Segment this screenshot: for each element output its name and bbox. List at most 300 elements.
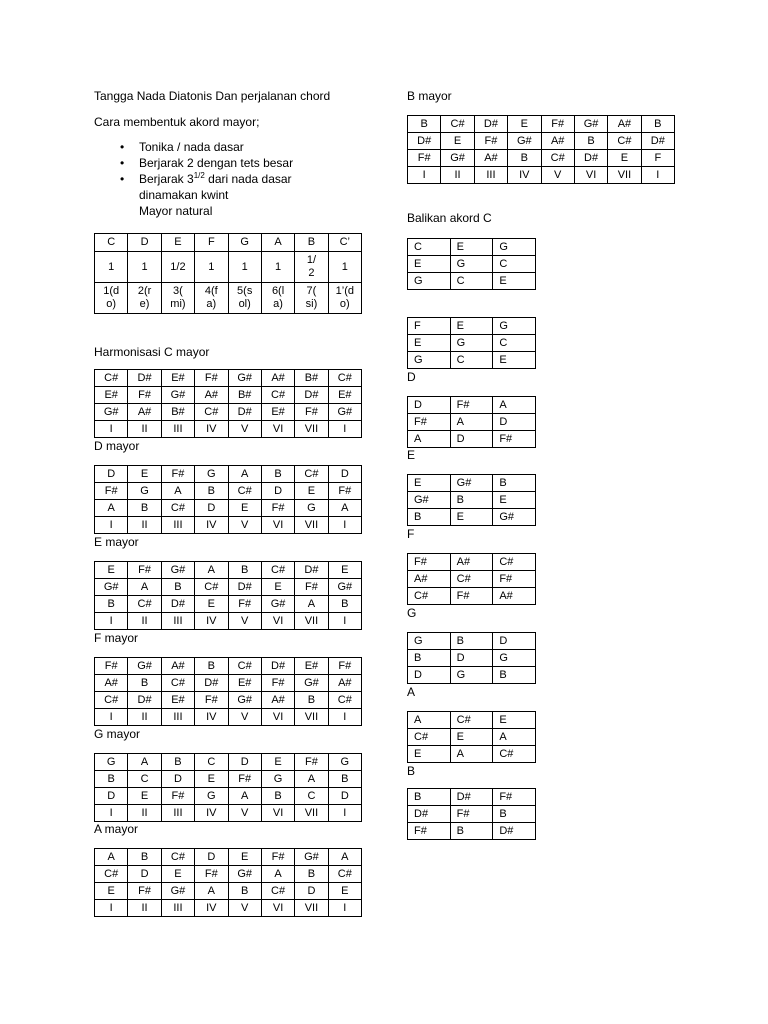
table-cell: D# [295,387,328,404]
table-cell: E# [95,387,128,404]
table-cell: D# [128,692,161,709]
inversion-table [407,396,536,448]
table-cell: III [161,900,194,917]
table-cell: D# [261,658,294,675]
table-cell: D [328,788,361,805]
superscript: 1/2 [193,171,205,180]
table-cell: 5(s ol) [228,283,261,314]
table-cell: VII [608,167,641,184]
table-cell: A# [450,554,493,571]
table-cell: A [493,729,536,746]
inversion-table [407,788,536,840]
table-cell: I [328,613,361,630]
table-cell: B [95,771,128,788]
table-cell: E [328,562,361,579]
table-cell: B [408,650,451,667]
table-cell: C# [450,712,493,729]
table-row [408,823,536,840]
table-cell: C [95,234,128,252]
table-cell: I [328,709,361,726]
table-row [408,318,536,335]
c-sharp-mayor-table [94,369,362,438]
table-cell: G# [508,133,541,150]
inversion-label: F [407,527,415,541]
table-row [408,789,536,806]
table-cell: F# [228,596,261,613]
table-cell: B [128,500,161,517]
table-row [408,667,536,684]
table-cell: D# [450,789,493,806]
table-cell: A# [261,692,294,709]
table-cell: E [441,133,474,150]
table-cell: C [493,256,536,273]
table-cell: D# [641,133,674,150]
table-cell: F# [161,788,194,805]
table-cell: F# [474,133,507,150]
table-cell: I [95,900,128,917]
table-cell: C# [328,866,361,883]
table-cell: C# [408,588,451,605]
table-cell: C# [450,571,493,588]
table-cell: A# [328,675,361,692]
table-cell: B [261,466,294,483]
bullet-item-berjarak-3 [115,171,293,219]
table-cell: A [408,712,451,729]
table-cell: F# [161,466,194,483]
table-cell: B [161,579,194,596]
table-row [408,431,536,448]
table-cell: F# [295,754,328,771]
table-cell: IV [195,421,228,438]
table-cell: G# [161,562,194,579]
table-cell: I [328,900,361,917]
table-cell: F# [295,404,328,421]
table-cell: B [228,883,261,900]
table-cell: II [128,613,161,630]
table-cell: I [328,805,361,822]
table-cell: B [195,483,228,500]
table-row [408,588,536,605]
table-cell: D [195,849,228,866]
table-row [95,562,362,579]
g-mayor-table [94,753,362,822]
table-cell: C [128,771,161,788]
table-cell: F# [228,771,261,788]
table-cell: B [228,562,261,579]
table-cell: 4(f a) [195,283,228,314]
table-cell: A [128,754,161,771]
table-cell: E [450,239,493,256]
table-cell: C’ [328,234,361,252]
inversion-table [407,474,536,526]
table-cell: G# [408,492,451,509]
table-cell: VI [261,709,294,726]
table-cell: F# [450,806,493,823]
table-cell: E [95,562,128,579]
table-cell: E [295,483,328,500]
table-cell: A [408,431,451,448]
inversion-table [407,632,536,684]
table-cell: C# [493,554,536,571]
table-cell: E [450,318,493,335]
table-cell: C [408,239,451,256]
inversion-table [407,553,536,605]
table-row [408,509,536,526]
table-cell: B [408,509,451,526]
table-cell: A [328,849,361,866]
table-cell: C# [261,387,294,404]
table-cell: F# [408,554,451,571]
table-cell: E [161,234,194,252]
table-cell: F# [408,823,451,840]
table-cell: V [228,709,261,726]
b-mayor-table [407,115,675,184]
table-cell: C# [261,562,294,579]
table-cell: D# [474,116,507,133]
bullet-text: dinamakan kwint [139,188,229,202]
table-cell: D [328,466,361,483]
table-cell: G [228,234,261,252]
table-cell: I [95,421,128,438]
table-cell: V [541,167,574,184]
bullet-item-tonika [115,139,293,155]
bullet-item-berjarak-2 [115,155,293,171]
e-mayor-label: E mayor [94,535,139,549]
table-cell: C [450,352,493,369]
table-cell: E [328,883,361,900]
table-cell: A [450,414,493,431]
table-cell: VI [261,421,294,438]
table-row [408,397,536,414]
bullet-text: Berjarak 2 dengan tets besar [139,156,294,170]
table-cell: A [95,849,128,866]
table-cell: F [408,318,451,335]
table-cell: G# [295,849,328,866]
table-cell: D [195,500,228,517]
table-cell: G# [261,596,294,613]
table-cell: F# [261,675,294,692]
table-row [95,421,362,438]
table-cell: I [95,613,128,630]
table-cell: V [228,517,261,534]
table-cell: E# [328,387,361,404]
table-cell: A# [161,658,194,675]
table-cell: F# [95,658,128,675]
table-cell: C# [128,596,161,613]
table-cell: E [195,771,228,788]
table-row [95,709,362,726]
table-row [95,788,362,805]
table-cell: G# [328,579,361,596]
table-row [408,806,536,823]
table-row [408,167,675,184]
table-cell: G# [128,658,161,675]
table-cell: B [195,658,228,675]
table-row [408,571,536,588]
table-cell: D [228,754,261,771]
table-cell: C# [493,746,536,763]
table-cell: F# [493,431,536,448]
d-mayor-table [94,465,362,534]
e-mayor-table [94,561,362,630]
table-row [95,692,362,709]
table-cell: 3( mi) [161,283,194,314]
table-cell: D# [408,133,441,150]
table-cell: E [408,335,451,352]
table-cell: D [128,234,161,252]
table-cell: D# [161,596,194,613]
table-cell: F# [493,789,536,806]
table-cell: IV [195,900,228,917]
table-cell: III [161,421,194,438]
table-cell: VI [261,805,294,822]
table-cell: A# [474,150,507,167]
table-cell: D [408,667,451,684]
table-row [95,283,362,314]
table-cell: E [408,746,451,763]
table-cell: F# [128,562,161,579]
table-cell: E [228,500,261,517]
table-cell: D# [408,806,451,823]
table-cell: B [508,150,541,167]
table-cell: E# [161,370,194,387]
table-cell: C [450,273,493,290]
a-mayor-table [94,848,362,917]
table-cell: V [228,421,261,438]
table-row [408,492,536,509]
table-cell: E [493,492,536,509]
table-row [95,466,362,483]
table-cell: G [295,500,328,517]
g-mayor-label: G mayor [94,727,141,741]
intro-text: Cara membentuk akord mayor; [94,115,260,129]
table-cell: G [261,771,294,788]
table-cell: D# [295,562,328,579]
table-cell: C# [195,579,228,596]
table-cell: VII [295,900,328,917]
table-cell: G# [228,370,261,387]
table-cell: IV [508,167,541,184]
table-row [95,883,362,900]
table-cell: A [95,500,128,517]
table-cell: E# [161,692,194,709]
table-cell: G# [228,692,261,709]
bullet-text: Mayor natural [139,204,213,218]
table-cell: IV [195,709,228,726]
table-cell: C# [95,866,128,883]
table-cell: VI [574,167,607,184]
table-cell: I [328,517,361,534]
table-cell: F# [493,571,536,588]
table-cell: III [474,167,507,184]
table-row [95,613,362,630]
table-cell: I [95,709,128,726]
table-cell: G# [574,116,607,133]
table-cell: 1/2 [161,252,194,283]
table-cell: B# [161,404,194,421]
table-cell: A [228,466,261,483]
table-cell: C [295,788,328,805]
table-cell: 1/ 2 [295,252,328,283]
table-cell: A [161,483,194,500]
table-cell: C [493,335,536,352]
table-cell: A [261,234,294,252]
table-cell: IV [195,805,228,822]
table-cell: A [450,746,493,763]
table-cell: VII [295,517,328,534]
natural-scale-table [94,233,362,314]
table-cell: B# [295,370,328,387]
table-cell: C# [328,692,361,709]
table-cell: D [493,633,536,650]
table-cell: G# [161,883,194,900]
table-cell: G [195,788,228,805]
table-row [408,729,536,746]
table-cell: G# [228,866,261,883]
table-cell: F# [328,658,361,675]
table-cell: D# [228,404,261,421]
table-cell: E [608,150,641,167]
table-cell: A# [493,588,536,605]
table-cell: C# [328,370,361,387]
table-cell: B [128,675,161,692]
table-cell: G [450,256,493,273]
table-row [408,256,536,273]
table-cell: D [450,650,493,667]
table-cell: G [493,650,536,667]
table-cell: G# [441,150,474,167]
inversion-label: E [407,448,416,462]
table-row [95,234,362,252]
table-cell: G [408,352,451,369]
table-cell: IV [195,613,228,630]
table-cell: 1 [228,252,261,283]
bullet-text: Tonika / nada dasar [139,140,244,154]
table-cell: VII [295,805,328,822]
table-cell: E# [295,658,328,675]
table-cell: E# [261,404,294,421]
table-cell: VI [261,517,294,534]
table-row [95,866,362,883]
table-row [408,273,536,290]
table-row [95,849,362,866]
table-cell: B [641,116,674,133]
table-cell: 1’(d o) [328,283,361,314]
bullet-text: dari nada dasar [204,172,292,186]
table-cell: F# [408,414,451,431]
table-row [408,335,536,352]
table-cell: F# [328,483,361,500]
table-cell: E [128,466,161,483]
table-cell: B [328,771,361,788]
inversion-label: B [407,764,416,778]
table-cell: D [128,866,161,883]
table-cell: B [450,492,493,509]
table-cell: G# [450,475,493,492]
table-cell: F# [450,588,493,605]
table-cell: C# [161,849,194,866]
table-cell: E [508,116,541,133]
table-row [408,650,536,667]
table-row [95,483,362,500]
table-cell: C# [295,466,328,483]
table-cell: B [95,596,128,613]
table-row [408,352,536,369]
table-cell: C# [95,692,128,709]
table-cell: G [450,667,493,684]
inversion-label: A [407,685,416,699]
table-cell: I [328,421,361,438]
table-cell: E [161,866,194,883]
table-cell: II [128,900,161,917]
table-cell: C# [195,404,228,421]
table-cell: 1 [128,252,161,283]
table-cell: F [195,234,228,252]
table-cell: B [493,806,536,823]
table-cell: A [295,771,328,788]
table-cell: D# [228,579,261,596]
table-cell: B [493,667,536,684]
table-cell: D# [128,370,161,387]
table-cell: D# [574,150,607,167]
table-cell: B [295,234,328,252]
table-cell: E# [228,675,261,692]
table-cell: VII [295,421,328,438]
table-cell: A# [608,116,641,133]
table-cell: II [128,805,161,822]
table-cell: A [228,788,261,805]
table-cell: G# [493,509,536,526]
table-cell: F# [295,579,328,596]
table-cell: D [161,771,194,788]
table-row [408,133,675,150]
table-cell: E [261,754,294,771]
table-cell: 1 [195,252,228,283]
table-cell: A# [408,571,451,588]
table-cell: A# [95,675,128,692]
table-cell: A [328,500,361,517]
table-cell: 2(r e) [128,283,161,314]
table-cell: I [641,167,674,184]
table-cell: B [408,789,451,806]
table-cell: G# [295,675,328,692]
table-cell: C# [161,675,194,692]
table-cell: F# [450,397,493,414]
table-cell: G# [328,404,361,421]
table-cell: D [95,788,128,805]
table-cell: A [261,866,294,883]
table-cell: III [161,805,194,822]
table-cell: F# [128,387,161,404]
table-cell: B [574,133,607,150]
table-row [95,900,362,917]
table-row [95,805,362,822]
table-cell: F [641,150,674,167]
table-cell: C# [541,150,574,167]
bullet-text: Berjarak 3 [139,172,194,186]
table-cell: B [450,633,493,650]
harmonisasi-c-label: Harmonisasi C mayor [94,345,210,359]
table-cell: B [408,116,441,133]
table-row [95,500,362,517]
table-cell: B [261,788,294,805]
table-cell: E [450,509,493,526]
table-cell: C# [408,729,451,746]
table-row [408,239,536,256]
table-cell: I [95,805,128,822]
table-row [408,554,536,571]
page-title: Tangga Nada Diatonis Dan perjalanan chord [94,89,331,103]
